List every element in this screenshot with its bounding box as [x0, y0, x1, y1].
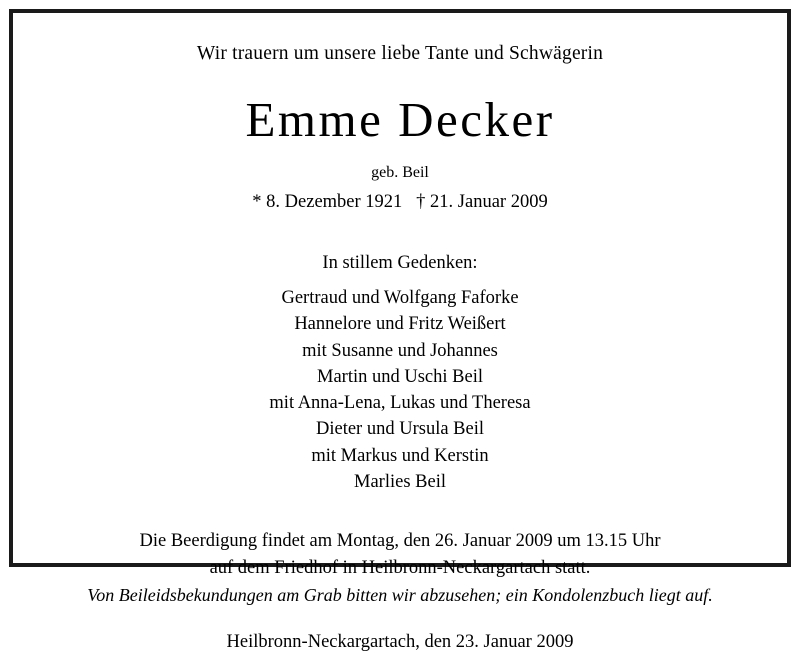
deceased-name: Emme Decker: [245, 92, 555, 147]
mourner-line: Dieter und Ursula Beil: [316, 419, 484, 440]
mourner-line: mit Anna-Lena, Lukas und Theresa: [269, 393, 531, 414]
memory-heading: In stillem Gedenken:: [322, 253, 478, 273]
mourner-line: mit Markus und Kerstin: [311, 445, 489, 466]
mourner-line: mit Susanne und Johannes: [302, 340, 498, 361]
mourner-line: Martin und Uschi Beil: [317, 366, 483, 387]
funeral-line: Die Beerdigung findet am Montag, den 26. Januar 2009 um 13.15 Uhr: [139, 531, 661, 552]
obituary-frame: [9, 9, 791, 652]
mourner-line: Gertraud und Wolfgang Faforke: [281, 288, 519, 308]
mourner-line: Hannelore und Fritz Weißert: [294, 314, 506, 335]
birth-death-dates: * 8. Dezember 1921 † 21. Januar 2009: [252, 192, 548, 212]
mourners-list: [269, 285, 530, 495]
maiden-name: geb. Beil: [371, 164, 429, 181]
obituary-intro-text: Wir trauern um unsere liebe Tante und Schwägerin: [196, 43, 604, 64]
funeral-line: auf dem Friedhof in Heilbronn-Neckargartach statt.: [209, 557, 591, 578]
mourner-line: Marlies Beil: [354, 471, 446, 492]
place-and-date: Heilbronn-Neckargartach, den 23. Januar 2009: [226, 631, 574, 652]
funeral-details: [140, 528, 661, 582]
condolence-note: Von Beileidsbekundungen am Grab bitten wir abzusehen; ein Kondolenzbuch liegt auf.: [87, 584, 713, 605]
